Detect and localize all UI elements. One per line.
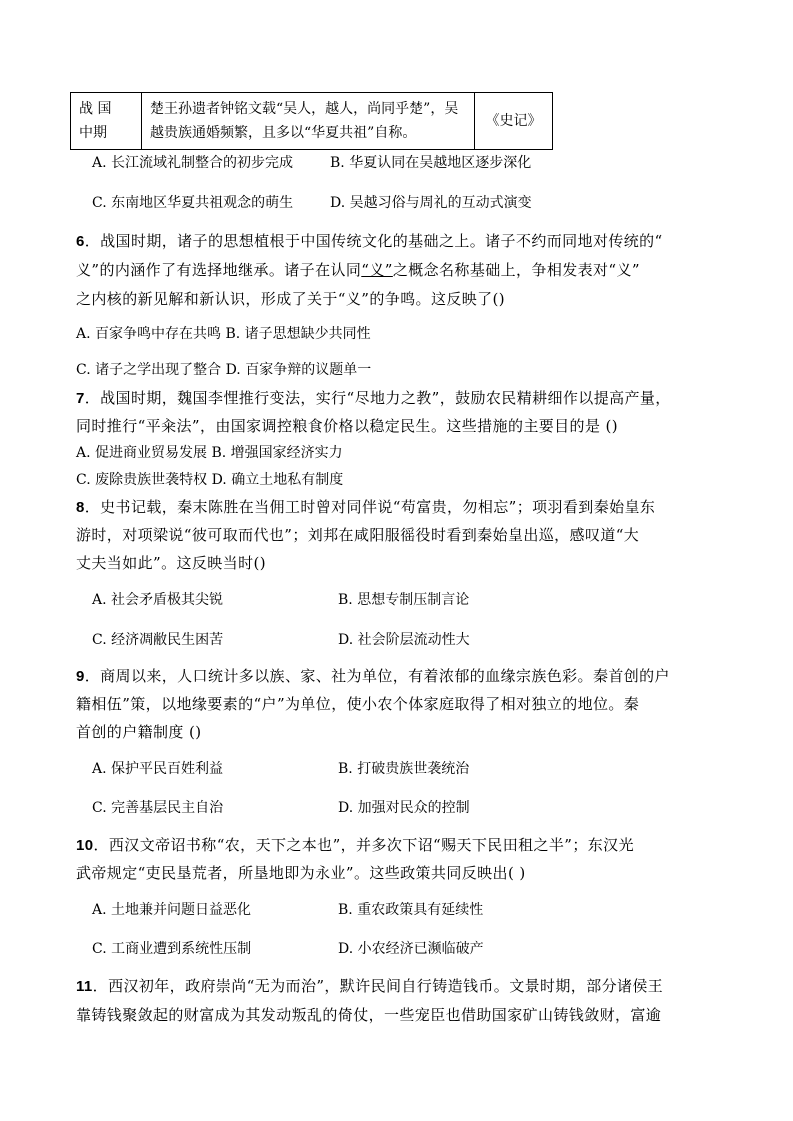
period-line1: 战 国: [79, 101, 112, 117]
q11-number: 11: [76, 978, 93, 995]
content-line2: 越贵族通婚频繁，且多以“华夏共祖”自称。: [150, 125, 417, 141]
q10-number: 10: [76, 837, 94, 854]
q5-option-a[interactable]: A. 长江流域礼制整合的初步完成: [92, 155, 294, 171]
q7-stem-line1: 7．战国时期，魏国李悝推行变法，实行“尽地力之教”，鼓励农民精耕细作以提高产量，: [76, 389, 671, 407]
q7-number: 7: [76, 390, 85, 407]
q8-option-b[interactable]: B. 思想专制压制言论: [338, 592, 470, 608]
q6-stem-line1: 6．战国时期，诸子的思想植根于中国传统文化的基础之上。诸子不约而同地对传统的“: [76, 232, 663, 250]
q8-option-d[interactable]: D. 社会阶层流动性大: [338, 632, 470, 648]
table-row: [71, 93, 553, 150]
q5-option-c[interactable]: C. 东南地区华夏共祖观念的萌生: [92, 195, 294, 211]
q6-stem-line2: 义”的内涵作了有选择地继承。诸子在认同“义”之概念名称基础上，争相发表对“义”: [76, 261, 640, 279]
period-cell: [71, 93, 142, 150]
q8-stem-line2: 游时，对项梁说“彼可取而代也”；刘邦在咸阳服徭役时看到秦始皇出巡，感叹道“大: [76, 526, 640, 544]
q7-options-ab[interactable]: A. 促进商业贸易发展 B. 增强国家经济实力: [76, 445, 343, 461]
q8-number: 8: [76, 499, 85, 516]
q5-option-d[interactable]: D. 吴越习俗与周礼的互动式演变: [330, 195, 532, 211]
q9-number: 9: [76, 668, 85, 685]
q6-stem-line3: 之内核的新见解和新认识，形成了关于“义”的争鸣。这反映了(): [76, 290, 506, 308]
q9-option-a[interactable]: A. 保护平民百姓利益: [92, 761, 224, 777]
q11-stem-line1: 11．西汉初年，政府崇尚“无为而治”，默许民间自行铸造钱币。文景时期，部分诸侯王: [76, 977, 664, 995]
underlined-term: “义”: [361, 261, 393, 279]
q7-stem-line2: 同时推行“平籴法”，由国家调控粮食价格以稳定民生。这些措施的主要目的是 (): [76, 417, 619, 435]
q7-options-cd[interactable]: C. 废除贵族世袭特权 D. 确立土地私有制度: [76, 472, 344, 488]
source-cell: 《史记》: [475, 93, 553, 150]
q6-number: 6: [76, 233, 85, 250]
q10-option-c[interactable]: C. 工商业遭到系统性压制: [92, 941, 252, 957]
q10-stem-line1: 10．西汉文帝诏书称“农，天下之本也”，并多次下诏“赐天下民田租之半”；东汉光: [76, 836, 634, 854]
q9-option-d[interactable]: D. 加强对民众的控制: [338, 800, 470, 816]
q8-stem-line1: 8．史书记载，秦末陈胜在当佣工时曾对同伴说“苟富贵，勿相忘”；项羽看到秦始皇东: [76, 498, 656, 516]
q8-option-c[interactable]: C. 经济凋敝民生困苦: [92, 632, 224, 648]
q6-options-ab[interactable]: A. 百家争鸣中存在共鸣 B. 诸子思想缺少共同性: [76, 326, 371, 342]
q9-stem-line2: 籍相伍”策，以地缘要素的“户”为单位，使小农个体家庭取得了相对独立的地位。秦: [76, 695, 640, 713]
q9-stem-line1: 9．商周以来，人口统计多以族、家、社为单位，有着浓郁的血缘宗族色彩。秦首创的户: [76, 667, 670, 685]
q10-stem-line2: 武帝规定“吏民垦荒者，所垦地即为永业”。这些政策共同反映出( ): [76, 864, 526, 882]
content-cell: [142, 93, 475, 150]
q10-option-a[interactable]: A. 土地兼并问题日益恶化: [92, 902, 252, 918]
q6-options-cd[interactable]: C. 诸子之学出现了整合 D. 百家争辩的议题单一: [76, 362, 372, 378]
q11-stem-line2: 靠铸钱聚敛起的财富成为其发动叛乱的倚仗，一些宠臣也借助国家矿山铸钱敛财，富逾: [76, 1006, 662, 1024]
q10-option-d[interactable]: D. 小农经济已濒临破产: [338, 941, 484, 957]
period-line2: 中期: [79, 125, 107, 141]
content-line1: 楚王孙遗者钟铭文载“吴人，越人，尚同乎楚”，吴: [150, 101, 459, 117]
q8-option-a[interactable]: A. 社会矛盾极其尖锐: [92, 592, 224, 608]
q5-option-b[interactable]: B. 华夏认同在吴越地区逐步深化: [330, 155, 532, 171]
q9-option-c[interactable]: C. 完善基层民主自治: [92, 800, 224, 816]
q10-option-b[interactable]: B. 重农政策具有延续性: [338, 902, 484, 918]
source-table: [70, 92, 553, 150]
q8-stem-line3: 丈夫当如此”。这反映当时(): [76, 554, 266, 572]
q9-option-b[interactable]: B. 打破贵族世袭统治: [338, 761, 470, 777]
q9-stem-line3: 首创的户籍制度 (): [76, 723, 202, 741]
